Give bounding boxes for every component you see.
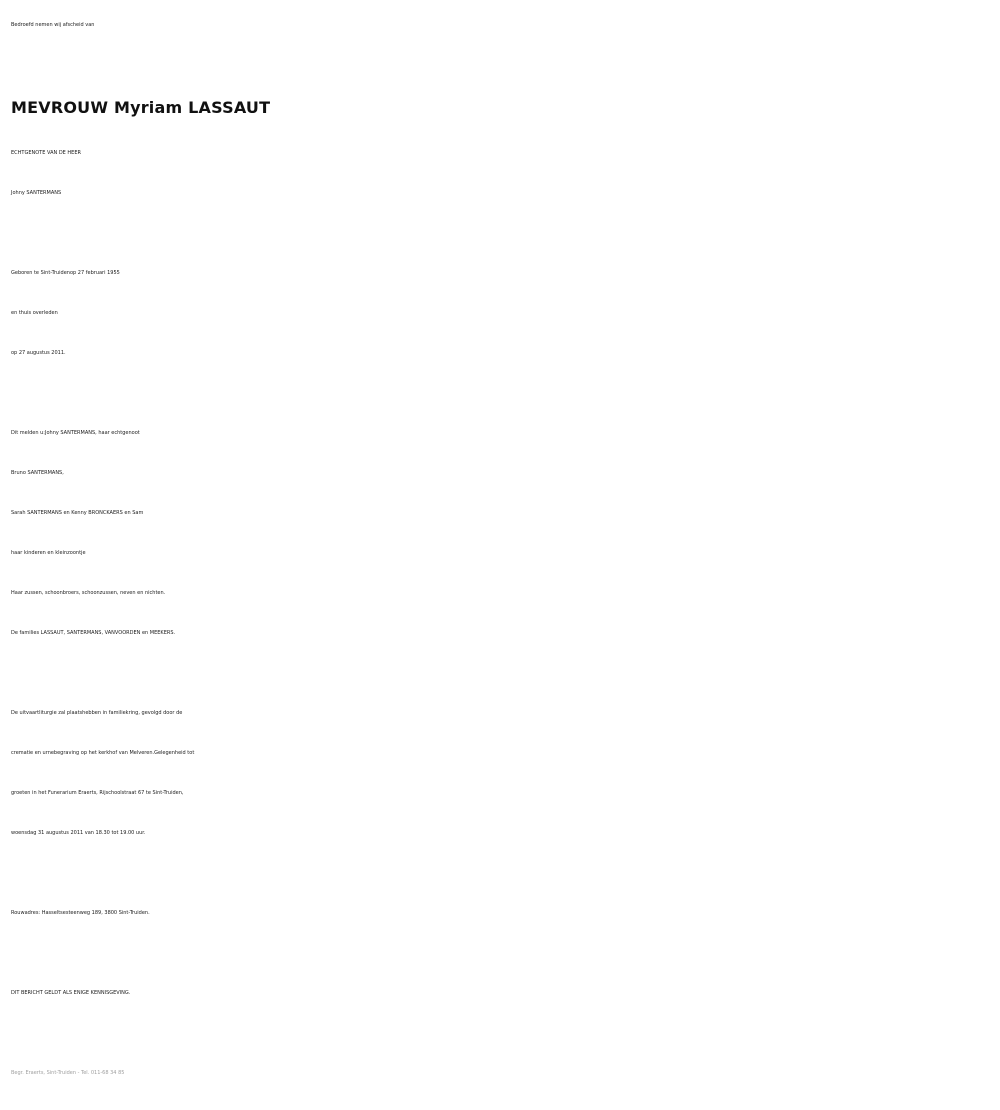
ceremony-line: crematie en urnebegraving op het kerkhof van Melveren.Gelegenheid tot — [11, 750, 195, 756]
ceremony-line: groeten in het Funerarium Eraerts, Rijschoolstraat 67 te Sint-Truiden, — [11, 790, 184, 796]
intro-text: Bedroefd nemen wij afscheid van — [11, 22, 95, 28]
spouse-name: Johny SANTERMANS — [11, 190, 62, 196]
death-date-line: op 27 augustus 2011. — [11, 350, 66, 356]
spacer — [11, 853, 1000, 893]
mourning-address: Rouwadres: Hasseltsesteenweg 189, 3800 Sint-Truiden. — [11, 910, 150, 916]
spacer — [11, 213, 1000, 253]
spacer — [11, 45, 1000, 83]
family-line: Haar zussen, schoonbroers, schoonzussen, neven en nichten. — [11, 590, 166, 596]
death-place-line: en thuis overleden — [11, 310, 58, 316]
deceased-name: MEVROUW Myriam LASSAUT — [11, 98, 271, 117]
family-line: Dit melden u:Johny SANTERMANS, haar echtgenoot — [11, 430, 140, 436]
birth-line: Geboren te Sint-Truidenop 27 februari 1955 — [11, 270, 120, 276]
family-line: Sarah SANTERMANS en Kenny BRONCKAERS en Sam — [11, 510, 144, 516]
spacer — [11, 1013, 1000, 1053]
ceremony-section — [11, 693, 1000, 853]
ceremony-line: woensdag 31 augustus 2011 van 18.30 tot 19.00 uur. — [11, 830, 146, 836]
family-section — [11, 413, 1000, 653]
family-line: De families LASSAUT, SANTERMANS, VANVOORDEN en MEEKERS. — [11, 630, 176, 636]
family-line: Bruno SANTERMANS, — [11, 470, 64, 476]
spacer — [11, 373, 1000, 413]
ceremony-line: De uitvaartliturgie zal plaatshebben in familiekring, gevolgd door de — [11, 710, 183, 716]
spacer — [11, 653, 1000, 693]
notice-text: DIT BERICHT GELDT ALS ENIGE KENNISGEVING. — [11, 990, 131, 996]
funeral-director-footer: Begr. Eraerts, Sint-Truiden - Tel. 011-68 34 85 — [11, 1070, 125, 1076]
life-section — [11, 253, 1000, 373]
spacer — [11, 933, 1000, 973]
family-line: haar kinderen en kleinzoontje — [11, 550, 86, 556]
relation-text: ECHTGENOTE VAN DE HEER — [11, 150, 81, 156]
